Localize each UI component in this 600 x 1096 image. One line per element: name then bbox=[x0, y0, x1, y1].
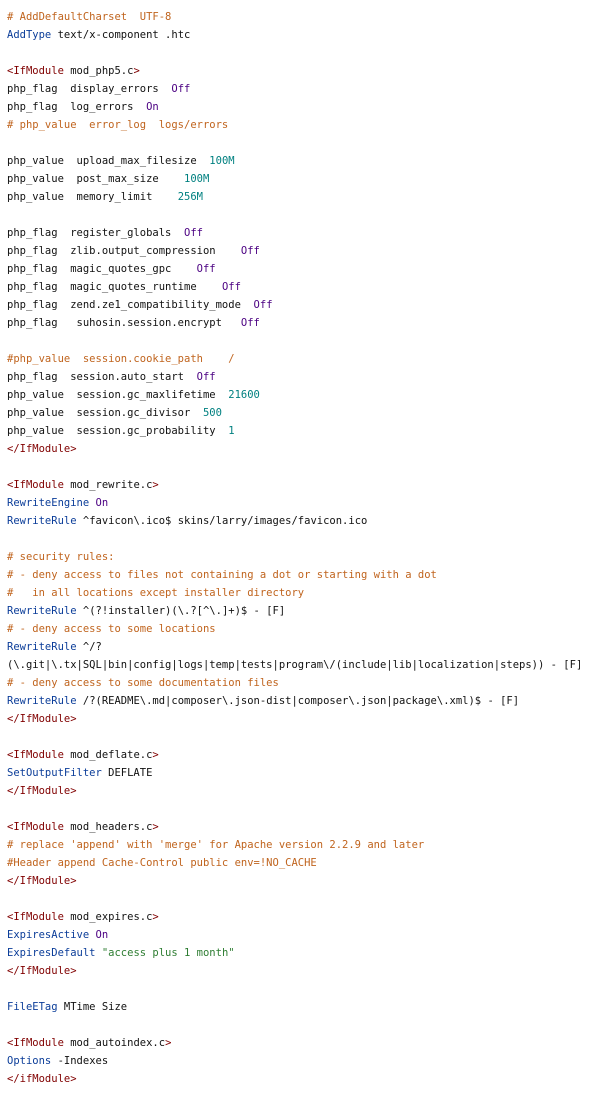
code-token-keyword: Off bbox=[240, 317, 260, 329]
code-token-text: mod_expires.c bbox=[63, 911, 153, 923]
code-token-tag: > bbox=[165, 1037, 172, 1049]
code-token-text: /?(README\.md|composer\.json-dist|composer\.json|package\.xml)$ - [F] bbox=[76, 695, 520, 707]
code-line bbox=[7, 188, 597, 206]
code-token-comment: # replace 'append' with 'merge' for Apache version 2.2.9 and later bbox=[7, 839, 425, 851]
code-line bbox=[7, 854, 597, 872]
blank-line bbox=[7, 44, 597, 62]
code-token-directive: Options bbox=[7, 1055, 52, 1067]
code-token-keyword: Off bbox=[196, 371, 216, 383]
blank-line bbox=[7, 890, 597, 908]
code-line bbox=[7, 224, 597, 242]
code-token-number: 1 bbox=[228, 425, 235, 437]
code-line bbox=[7, 386, 597, 404]
code-token-comment: #Header append Cache-Control public env=!NO_CACHE bbox=[7, 857, 317, 869]
code-token-comment: # in all locations except installer directory bbox=[7, 587, 305, 599]
code-token-tag: > bbox=[152, 911, 159, 923]
code-line bbox=[7, 368, 597, 386]
code-token-text: mod_autoindex.c bbox=[63, 1037, 166, 1049]
code-token-tag: <IfModule bbox=[7, 749, 64, 761]
blank-line bbox=[7, 332, 597, 350]
code-token-comment: # security rules: bbox=[7, 551, 115, 563]
code-token-number: 256M bbox=[177, 191, 203, 203]
code-token-keyword: Off bbox=[184, 227, 203, 239]
code-token-text: php_value memory_limit bbox=[7, 191, 178, 203]
code-line bbox=[7, 1034, 597, 1052]
code-line bbox=[7, 170, 597, 188]
code-line bbox=[7, 602, 597, 620]
code-line bbox=[7, 116, 597, 134]
code-token-tag: </IfModule> bbox=[7, 875, 77, 887]
code-line bbox=[7, 620, 597, 638]
code-token-keyword: On bbox=[146, 101, 159, 113]
code-line bbox=[7, 926, 597, 944]
code-token-keyword: Off bbox=[240, 245, 260, 257]
code-line bbox=[7, 836, 597, 854]
code-token-directive: RewriteRule bbox=[7, 515, 77, 527]
code-token-directive: RewriteRule bbox=[7, 605, 77, 617]
code-line bbox=[7, 314, 597, 332]
code-token-text: ^(?!installer)(\.?[^\.]+)$ - [F] bbox=[76, 605, 286, 617]
blank-line bbox=[7, 206, 597, 224]
code-line bbox=[7, 8, 597, 26]
code-line bbox=[7, 80, 597, 98]
code-token-tag: <IfModule bbox=[7, 1037, 64, 1049]
code-token-tag: > bbox=[133, 65, 140, 77]
code-token-tag: </IfModule> bbox=[7, 785, 77, 797]
code-token-tag: > bbox=[152, 749, 159, 761]
code-token-directive: AddType bbox=[7, 29, 52, 41]
code-token-directive: FileETag bbox=[7, 1001, 58, 1013]
blank-line bbox=[7, 134, 597, 152]
code-token-text: php_flag zlib.output_compression bbox=[7, 245, 241, 257]
code-line bbox=[7, 98, 597, 116]
code-token-comment: # - deny access to files not containing a dot or starting with a dot bbox=[7, 569, 437, 581]
code-token-keyword: Off bbox=[221, 281, 241, 293]
code-token-tag: <IfModule bbox=[7, 65, 64, 77]
code-token-text: DEFLATE bbox=[101, 767, 153, 779]
code-line bbox=[7, 26, 597, 44]
code-line bbox=[7, 764, 597, 782]
code-line bbox=[7, 62, 597, 80]
code-token-number: 100M bbox=[209, 155, 235, 167]
code-line bbox=[7, 242, 597, 260]
code-line bbox=[7, 404, 597, 422]
code-token-directive: ExpiresDefault bbox=[7, 947, 96, 959]
htaccess-code-block bbox=[7, 8, 597, 1088]
code-line bbox=[7, 1070, 597, 1088]
code-line bbox=[7, 638, 597, 656]
code-line bbox=[7, 944, 597, 962]
code-token-directive: RewriteRule bbox=[7, 641, 77, 653]
code-token-text: -Indexes bbox=[51, 1055, 109, 1067]
code-token-tag: </ifModule> bbox=[7, 1073, 77, 1085]
code-token-text: mod_deflate.c bbox=[63, 749, 153, 761]
code-token-tag: <IfModule bbox=[7, 821, 64, 833]
code-token-text: mod_php5.c bbox=[63, 65, 134, 77]
code-line bbox=[7, 872, 597, 890]
code-token-number: 500 bbox=[202, 407, 222, 419]
code-token-keyword: Off bbox=[196, 263, 216, 275]
code-token-keyword: On bbox=[95, 929, 109, 941]
code-line bbox=[7, 476, 597, 494]
code-line bbox=[7, 278, 597, 296]
code-line bbox=[7, 512, 597, 530]
code-line bbox=[7, 962, 597, 980]
code-token-text: mod_headers.c bbox=[63, 821, 153, 833]
code-token-tag: <IfModule bbox=[7, 911, 64, 923]
code-token-tag: <IfModule bbox=[7, 479, 64, 491]
code-token-text: php_flag magic_quotes_gpc bbox=[7, 263, 197, 275]
code-line bbox=[7, 692, 597, 710]
code-token-text: php_flag register_globals bbox=[7, 227, 185, 239]
code-token-text: php_value session.gc_maxlifetime bbox=[7, 389, 229, 401]
code-line bbox=[7, 422, 597, 440]
code-token-comment: # - deny access to some documentation files bbox=[7, 677, 279, 689]
code-line bbox=[7, 746, 597, 764]
code-token-tag: </IfModule> bbox=[7, 965, 77, 977]
code-token-number: 100M bbox=[184, 173, 210, 185]
code-token-comment: # - deny access to some locations bbox=[7, 623, 216, 635]
code-token-comment: # AddDefaultCharset UTF-8 bbox=[7, 11, 172, 23]
code-line bbox=[7, 296, 597, 314]
code-token-text: php_flag suhosin.session.encrypt bbox=[7, 317, 241, 329]
code-token-text: php_value post_max_size bbox=[7, 173, 185, 185]
code-line bbox=[7, 566, 597, 584]
code-line bbox=[7, 710, 597, 728]
code-token-comment: # php_value error_log logs/errors bbox=[7, 119, 229, 131]
code-token-text: php_value upload_max_filesize bbox=[7, 155, 210, 167]
code-line bbox=[7, 548, 597, 566]
code-token-text: (\.git|\.tx|SQL|bin|config|logs|temp|tests|program\/(include|lib|localization|steps)) - [F] bbox=[7, 659, 583, 671]
code-token-text: php_value session.gc_divisor bbox=[7, 407, 203, 419]
code-token-text: php_flag magic_quotes_runtime bbox=[7, 281, 222, 293]
code-token-number: 21600 bbox=[228, 389, 260, 401]
code-token-directive: RewriteEngine bbox=[7, 497, 90, 509]
code-line bbox=[7, 1052, 597, 1070]
code-line bbox=[7, 818, 597, 836]
blank-line bbox=[7, 800, 597, 818]
code-line bbox=[7, 440, 597, 458]
code-token-tag: > bbox=[152, 479, 159, 491]
code-line bbox=[7, 350, 597, 368]
code-token-text: text/x-component .htc bbox=[51, 29, 191, 41]
code-token-text: mod_rewrite.c bbox=[63, 479, 153, 491]
code-token-tag: </IfModule> bbox=[7, 713, 77, 725]
blank-line bbox=[7, 530, 597, 548]
code-line bbox=[7, 674, 597, 692]
code-token-keyword: On bbox=[95, 497, 109, 509]
code-token-text: php_flag zend.ze1_compatibility_mode bbox=[7, 299, 254, 311]
blank-line bbox=[7, 458, 597, 476]
code-line bbox=[7, 494, 597, 512]
blank-line bbox=[7, 980, 597, 998]
code-line bbox=[7, 584, 597, 602]
code-token-text: php_flag display_errors bbox=[7, 83, 172, 95]
code-token-comment: #php_value session.cookie_path / bbox=[7, 353, 235, 365]
code-token-tag: > bbox=[152, 821, 159, 833]
code-line bbox=[7, 152, 597, 170]
code-token-directive: RewriteRule bbox=[7, 695, 77, 707]
code-token-text: ^/? bbox=[76, 641, 102, 653]
code-line bbox=[7, 260, 597, 278]
code-token-string: "access plus 1 month" bbox=[101, 947, 235, 959]
code-token-directive: SetOutputFilter bbox=[7, 767, 102, 779]
code-token-text: ^favicon\.ico$ skins/larry/images/favicon.ico bbox=[76, 515, 368, 527]
code-token-text: php_value session.gc_probability bbox=[7, 425, 229, 437]
code-line bbox=[7, 782, 597, 800]
code-token-tag: </IfModule> bbox=[7, 443, 77, 455]
code-token-keyword: Off bbox=[171, 83, 191, 95]
code-line bbox=[7, 656, 597, 674]
blank-line bbox=[7, 1016, 597, 1034]
code-token-text: MTime Size bbox=[57, 1001, 128, 1013]
code-token-keyword: Off bbox=[253, 299, 273, 311]
blank-line bbox=[7, 728, 597, 746]
code-token-text: php_flag log_errors bbox=[7, 101, 147, 113]
code-token-directive: ExpiresActive bbox=[7, 929, 90, 941]
code-line bbox=[7, 908, 597, 926]
code-line bbox=[7, 998, 597, 1016]
code-token-text: php_flag session.auto_start bbox=[7, 371, 197, 383]
